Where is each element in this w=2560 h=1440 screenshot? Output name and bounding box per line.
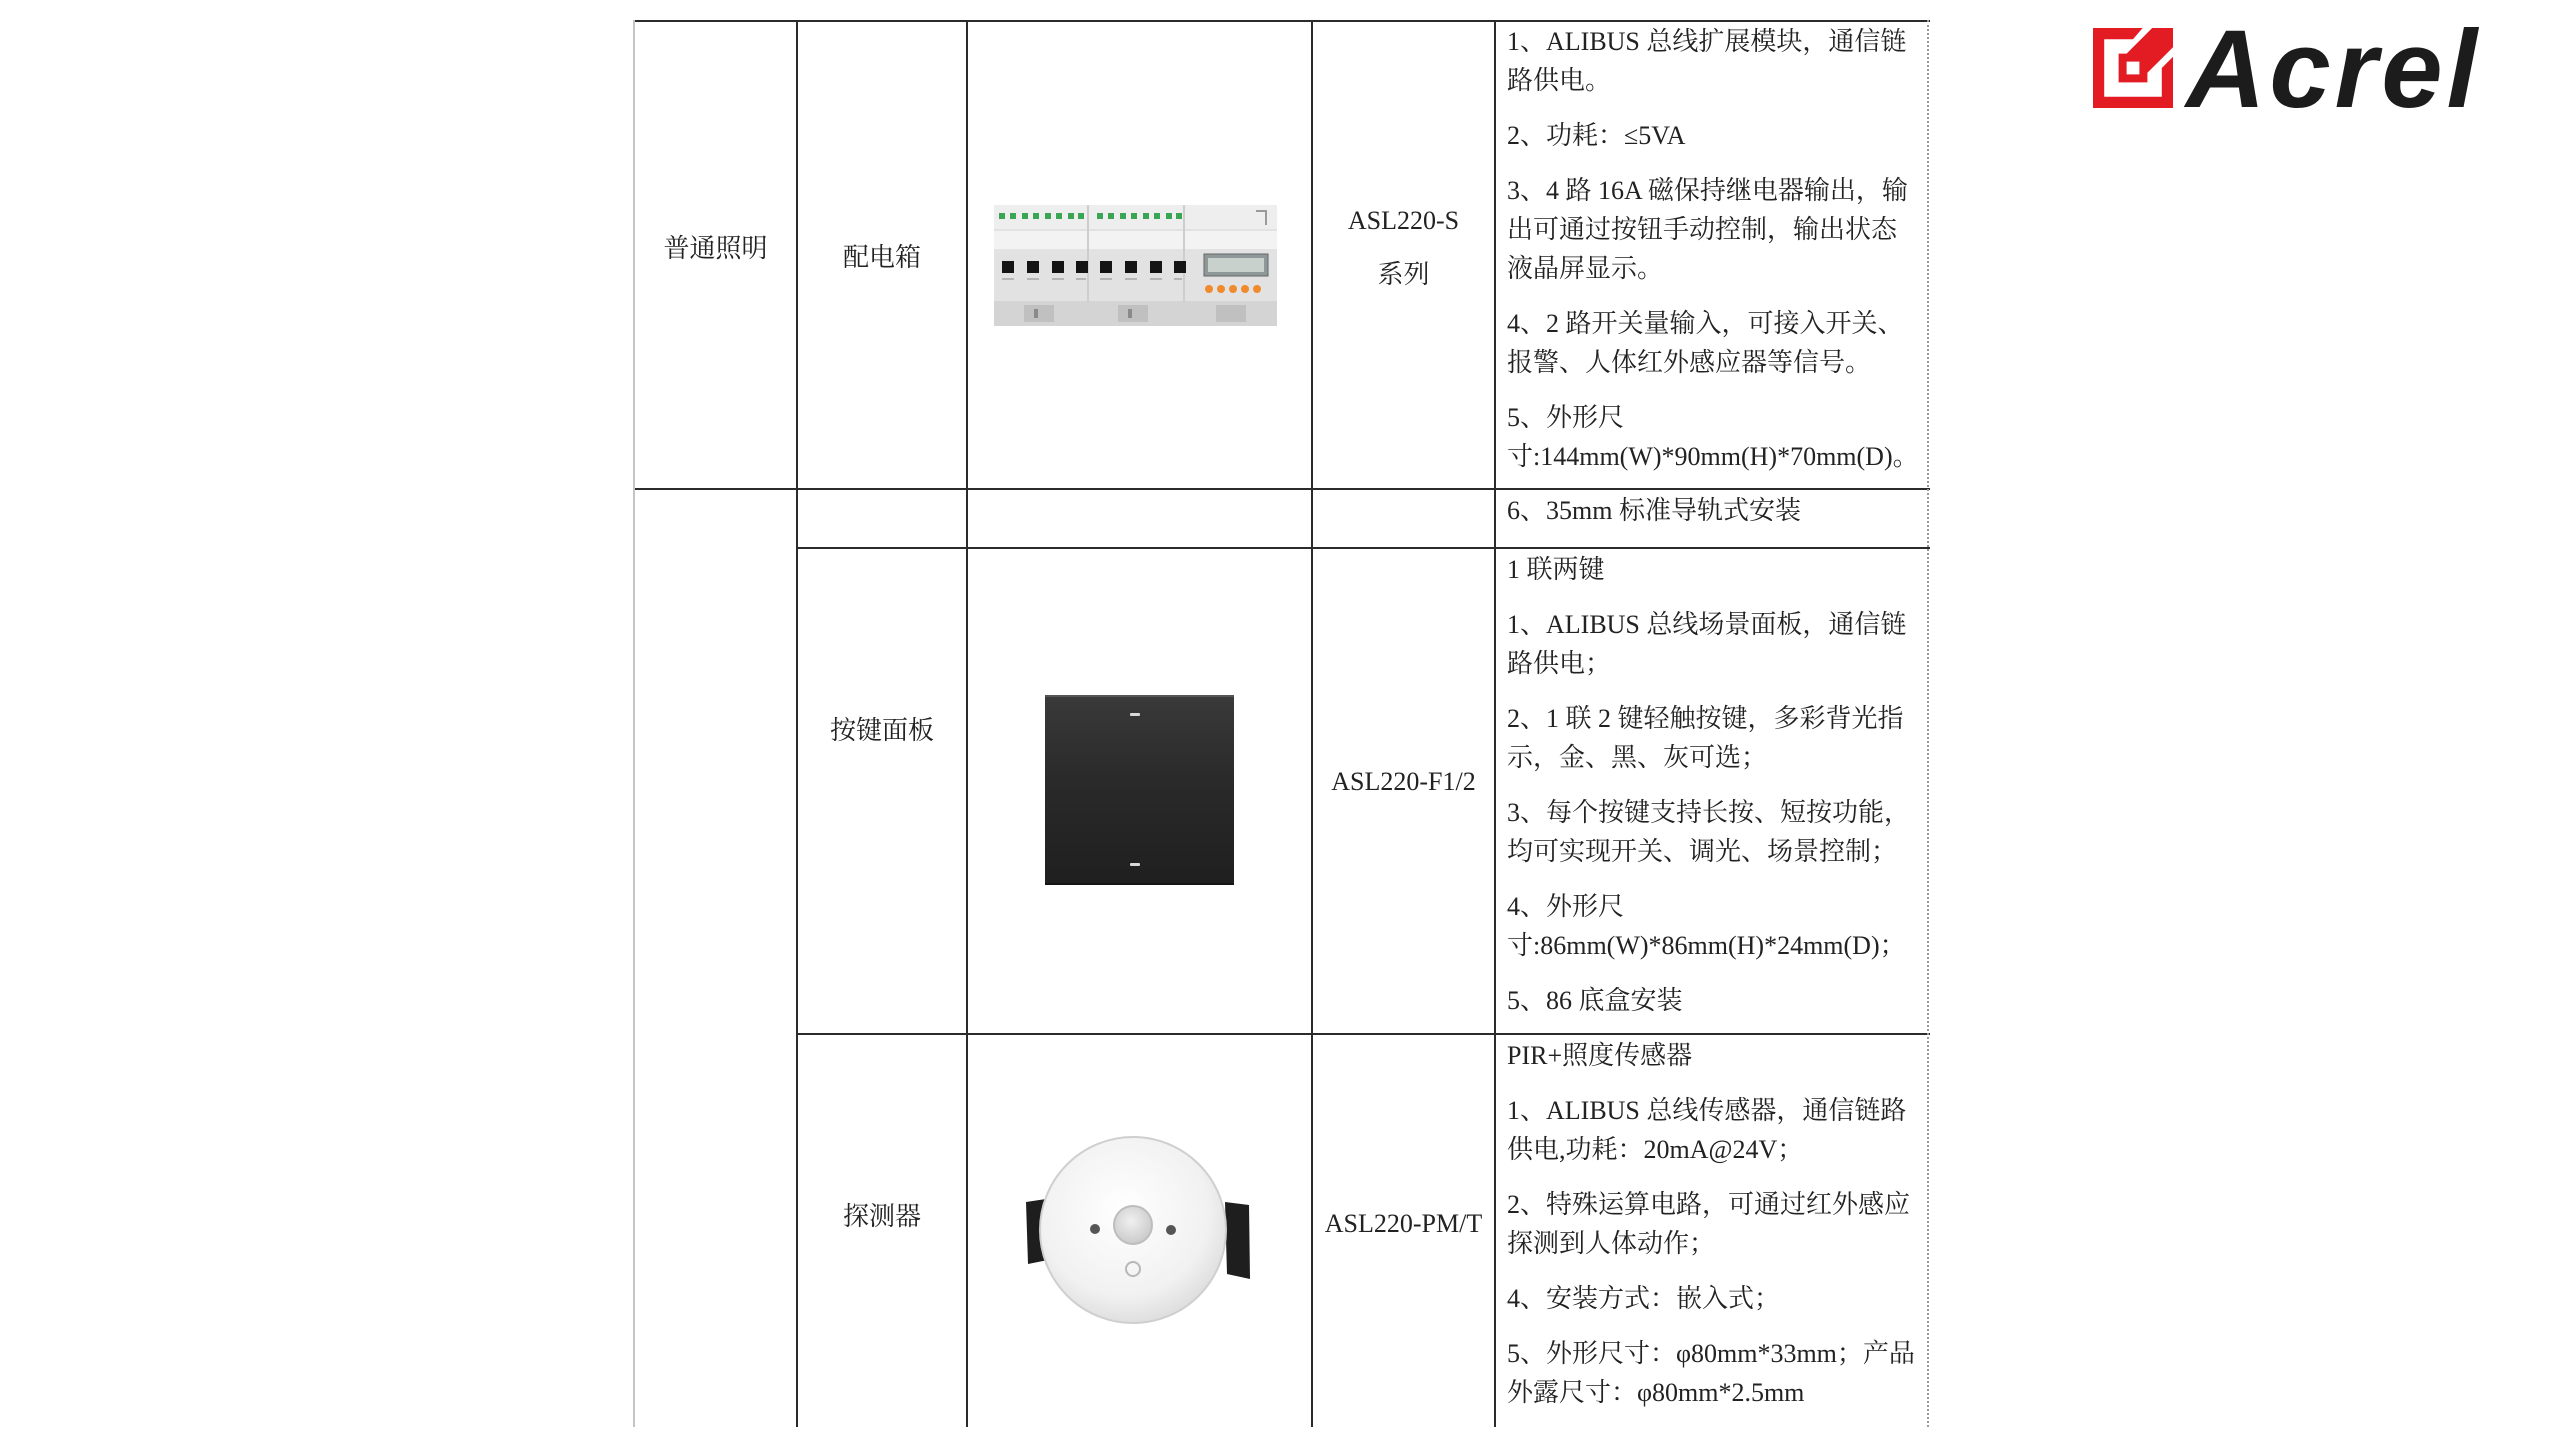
spec-line: 5、外形尺寸：φ80mm*33mm；产品外露尺寸：φ80mm*2.5mm: [1507, 1339, 1915, 1407]
spec-line: 4、外形尺寸:86mm(W)*86mm(H)*24mm(D)；: [1507, 892, 1906, 960]
model-number: ASL220-PM/T: [1324, 1209, 1483, 1238]
spec-list: [1507, 550, 1921, 1020]
spec-line: 5、86 底盒安装: [1507, 986, 1683, 1015]
spec-line: 1 联两键: [1507, 555, 1605, 584]
table-border-row1: [634, 488, 1930, 490]
logo-wordmark: Acrel: [2186, 8, 2482, 131]
model-number: ASL220-S: [1347, 206, 1460, 235]
panel-key-indicator: [1130, 863, 1140, 866]
spec-line: 1、ALIBUS 总线传感器，通信链路供电,功耗：20mA@24V；: [1507, 1096, 1907, 1164]
distribution-module-image: [994, 205, 1277, 326]
spec-line: 6、35mm 标准导轨式安装: [1507, 496, 1801, 525]
spec-line: 4、安装方式：嵌入式；: [1507, 1284, 1781, 1313]
product-name: 按键面板: [829, 716, 934, 745]
product-name: 配电箱: [842, 243, 921, 272]
spec-line: 4、2 路开关量输入，可接入开关、报警、人体红外感应器等信号。: [1507, 309, 1904, 377]
spec-line: 2、1 联 2 键轻触按键，多彩背光指示，金、黑、灰可选；: [1507, 704, 1904, 772]
table-border-right: [1927, 20, 1929, 1427]
black-key-panel-image: [1045, 695, 1234, 885]
spec-line: 3、4 路 16A 磁保持继电器输出，输出可通过按钮手动控制，输出状态液晶屏显示。: [1507, 176, 1908, 283]
spec-line: PIR+照度传感器: [1507, 1041, 1693, 1070]
spec-line: 1、ALIBUS 总线场景面板，通信链路供电；: [1507, 610, 1907, 678]
acrel-logo-icon: [2092, 28, 2174, 108]
spec-line: 5、外形尺寸:144mm(W)*90mm(H)*70mm(D)。: [1507, 403, 1919, 471]
model-number: ASL220-F1/2: [1331, 767, 1476, 796]
spec-line: 2、功耗：≤5VA: [1507, 121, 1686, 150]
spec-line: 2、特殊运算电路，可通过红外感应探测到人体动作；: [1507, 1190, 1911, 1258]
round-ceiling-sensor-image: [1020, 1130, 1260, 1330]
spec-list: [1507, 491, 1921, 530]
product-name: 探测器: [842, 1202, 921, 1231]
category-label: 普通照明: [663, 234, 768, 263]
spec-line: 3、每个按键支持长按、短按功能，均可实现开关、调光、场景控制；: [1507, 798, 1911, 866]
panel-key-indicator: [1130, 713, 1140, 716]
spec-line: 1、ALIBUS 总线扩展模块，通信链路供电。: [1507, 27, 1907, 95]
spec-list: [1507, 22, 1921, 476]
model-series-suffix: 系列: [1377, 260, 1430, 289]
spec-list: [1507, 1036, 1921, 1412]
